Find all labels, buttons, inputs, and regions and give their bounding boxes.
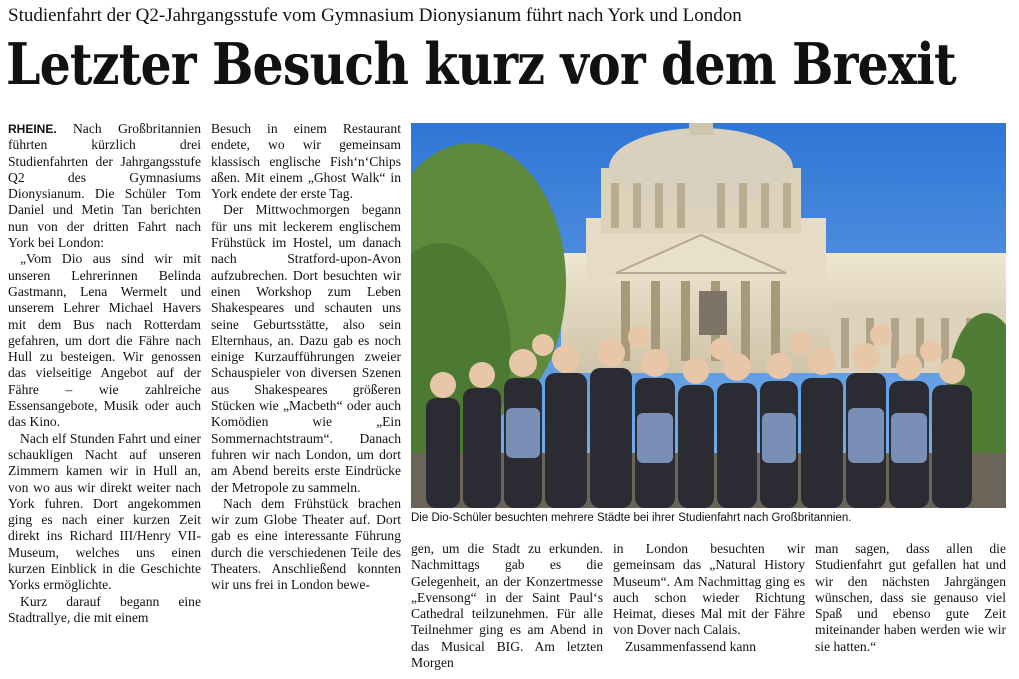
article-column-1 — [8, 121, 201, 626]
article-column-5 — [815, 541, 1006, 655]
article-column-3 — [411, 541, 603, 671]
article-column-2 — [211, 121, 401, 594]
photo-illustration — [411, 123, 1006, 508]
kicker: Studienfahrt der Q2-Jahrgangsstufe vom Gymnasium Dionysianum führt nach York und London — [8, 5, 742, 26]
paragraph: Nach elf Stunden Fahrt und einer schaukligen Nacht auf unseren Zimmern kamen wir in Hull an, von wo aus wir direkt weiter nach York fuhren. Dort angekommen ging es nach einer kurzen Zeit direkt ins Richard III/Henry VII-Museum, welches uns einen kurzen Einblick in die Geschichte Yorks ermöglichte. — [8, 430, 201, 593]
paragraph: in London besuchten wir gemeinsam das „Natural History Museum“. Am Nachmittag ging es auch schon wieder Richtung Heimat, dieses Mal mit der Fähre von Dover nach Calais. — [613, 541, 805, 638]
headline: Letzter Besuch kurz vor dem Brexit — [6, 31, 956, 98]
paragraph: Nach dem Frühstück brachen wir zum Globe Theater auf. Dort gab es eine interessante Führung durch die verschiedenen Teile des Theaters. Anschließend konnten wir uns frei in London bewe- — [211, 495, 401, 593]
paragraph: Zusammenfassend kann — [625, 638, 756, 654]
paragraph: man sagen, dass allen die Studienfahrt gut gefallen hat und wir den nächsten Jahrgängen wünschen, dass sie genauso viel Spaß und ebenso gute Zeit miteinander haben werden wie wir sie hatten.“ — [815, 541, 1006, 654]
article-column-4 — [613, 541, 805, 655]
paragraph: Der Mittwochmorgen begann für uns mit leckerem englischem Frühstück im Hostel, um danach nach Stratford-upon-Avon aufzubrechen. Dort besuchten wir einen Workshop zum Leben Shakespeares und schauten uns seine Geburtsstätte, also sein Elternhaus, an. Dazu gab es noch einige Kurzaufführungen zweier Schauspieler von diversen Szenen aus Shakespeares größeren Stücken wie „Macbeth“ oder auch Komödien wie „Ein Sommernachtstraum“. Danach fuhren wir nach London, um dort am Abend bereits erste Eindrücke der Metropole zu sammeln. — [211, 202, 401, 495]
paragraph: gen, um die Stadt zu erkunden. Nachmittags gab es die Gelegenheit, an der Konzertmesse „Evensong“ in der Saint Paul‘s Cathedral teilzunehmen. Für alle Teilnehmer ging es am Abend in das Musical BIG. Am letzten Morgen — [411, 541, 603, 671]
paragraph: Kurz darauf begann eine Stadtrallye, die mit einem — [8, 593, 201, 625]
paragraph: Besuch in einem Restaurant endete, wo wir gemeinsam klassisch englische Fish‘n‘Chips aßen. Mit einem „Ghost Walk“ in York endete der erste Tag. — [211, 121, 401, 202]
paragraph-text: Nach Großbritannien führten kürzlich drei Studienfahrten der Jahrgangsstufe Q2 des Gymnasiums Dionysianum. Die Schüler Tom Daniel und Metin Tan berichten nun von der dritten Fahrt nach York bei London: — [8, 121, 201, 251]
group-photo-st-pauls-cathedral — [411, 123, 1006, 508]
photo-caption: Die Dio-Schüler besuchten mehrere Städte bei ihrer Studienfahrt nach Großbritannien. — [411, 512, 852, 524]
paragraph — [8, 121, 201, 251]
paragraph: „Vom Dio aus sind wir mit unseren Lehrerinnen Belinda Gastmann, Lena Wermelt und unserem Lehrer Michael Havers mit dem Bus nach Rotterdam gefahren, um dort die Fähre nach Hull zu besteigen. Wir genossen das vielseitige Angebot auf der Fähre – wie zahlreiche Essensangebote, Musik oder auch das Kino. — [8, 251, 201, 430]
dateline: RHEINE. — [8, 122, 57, 136]
